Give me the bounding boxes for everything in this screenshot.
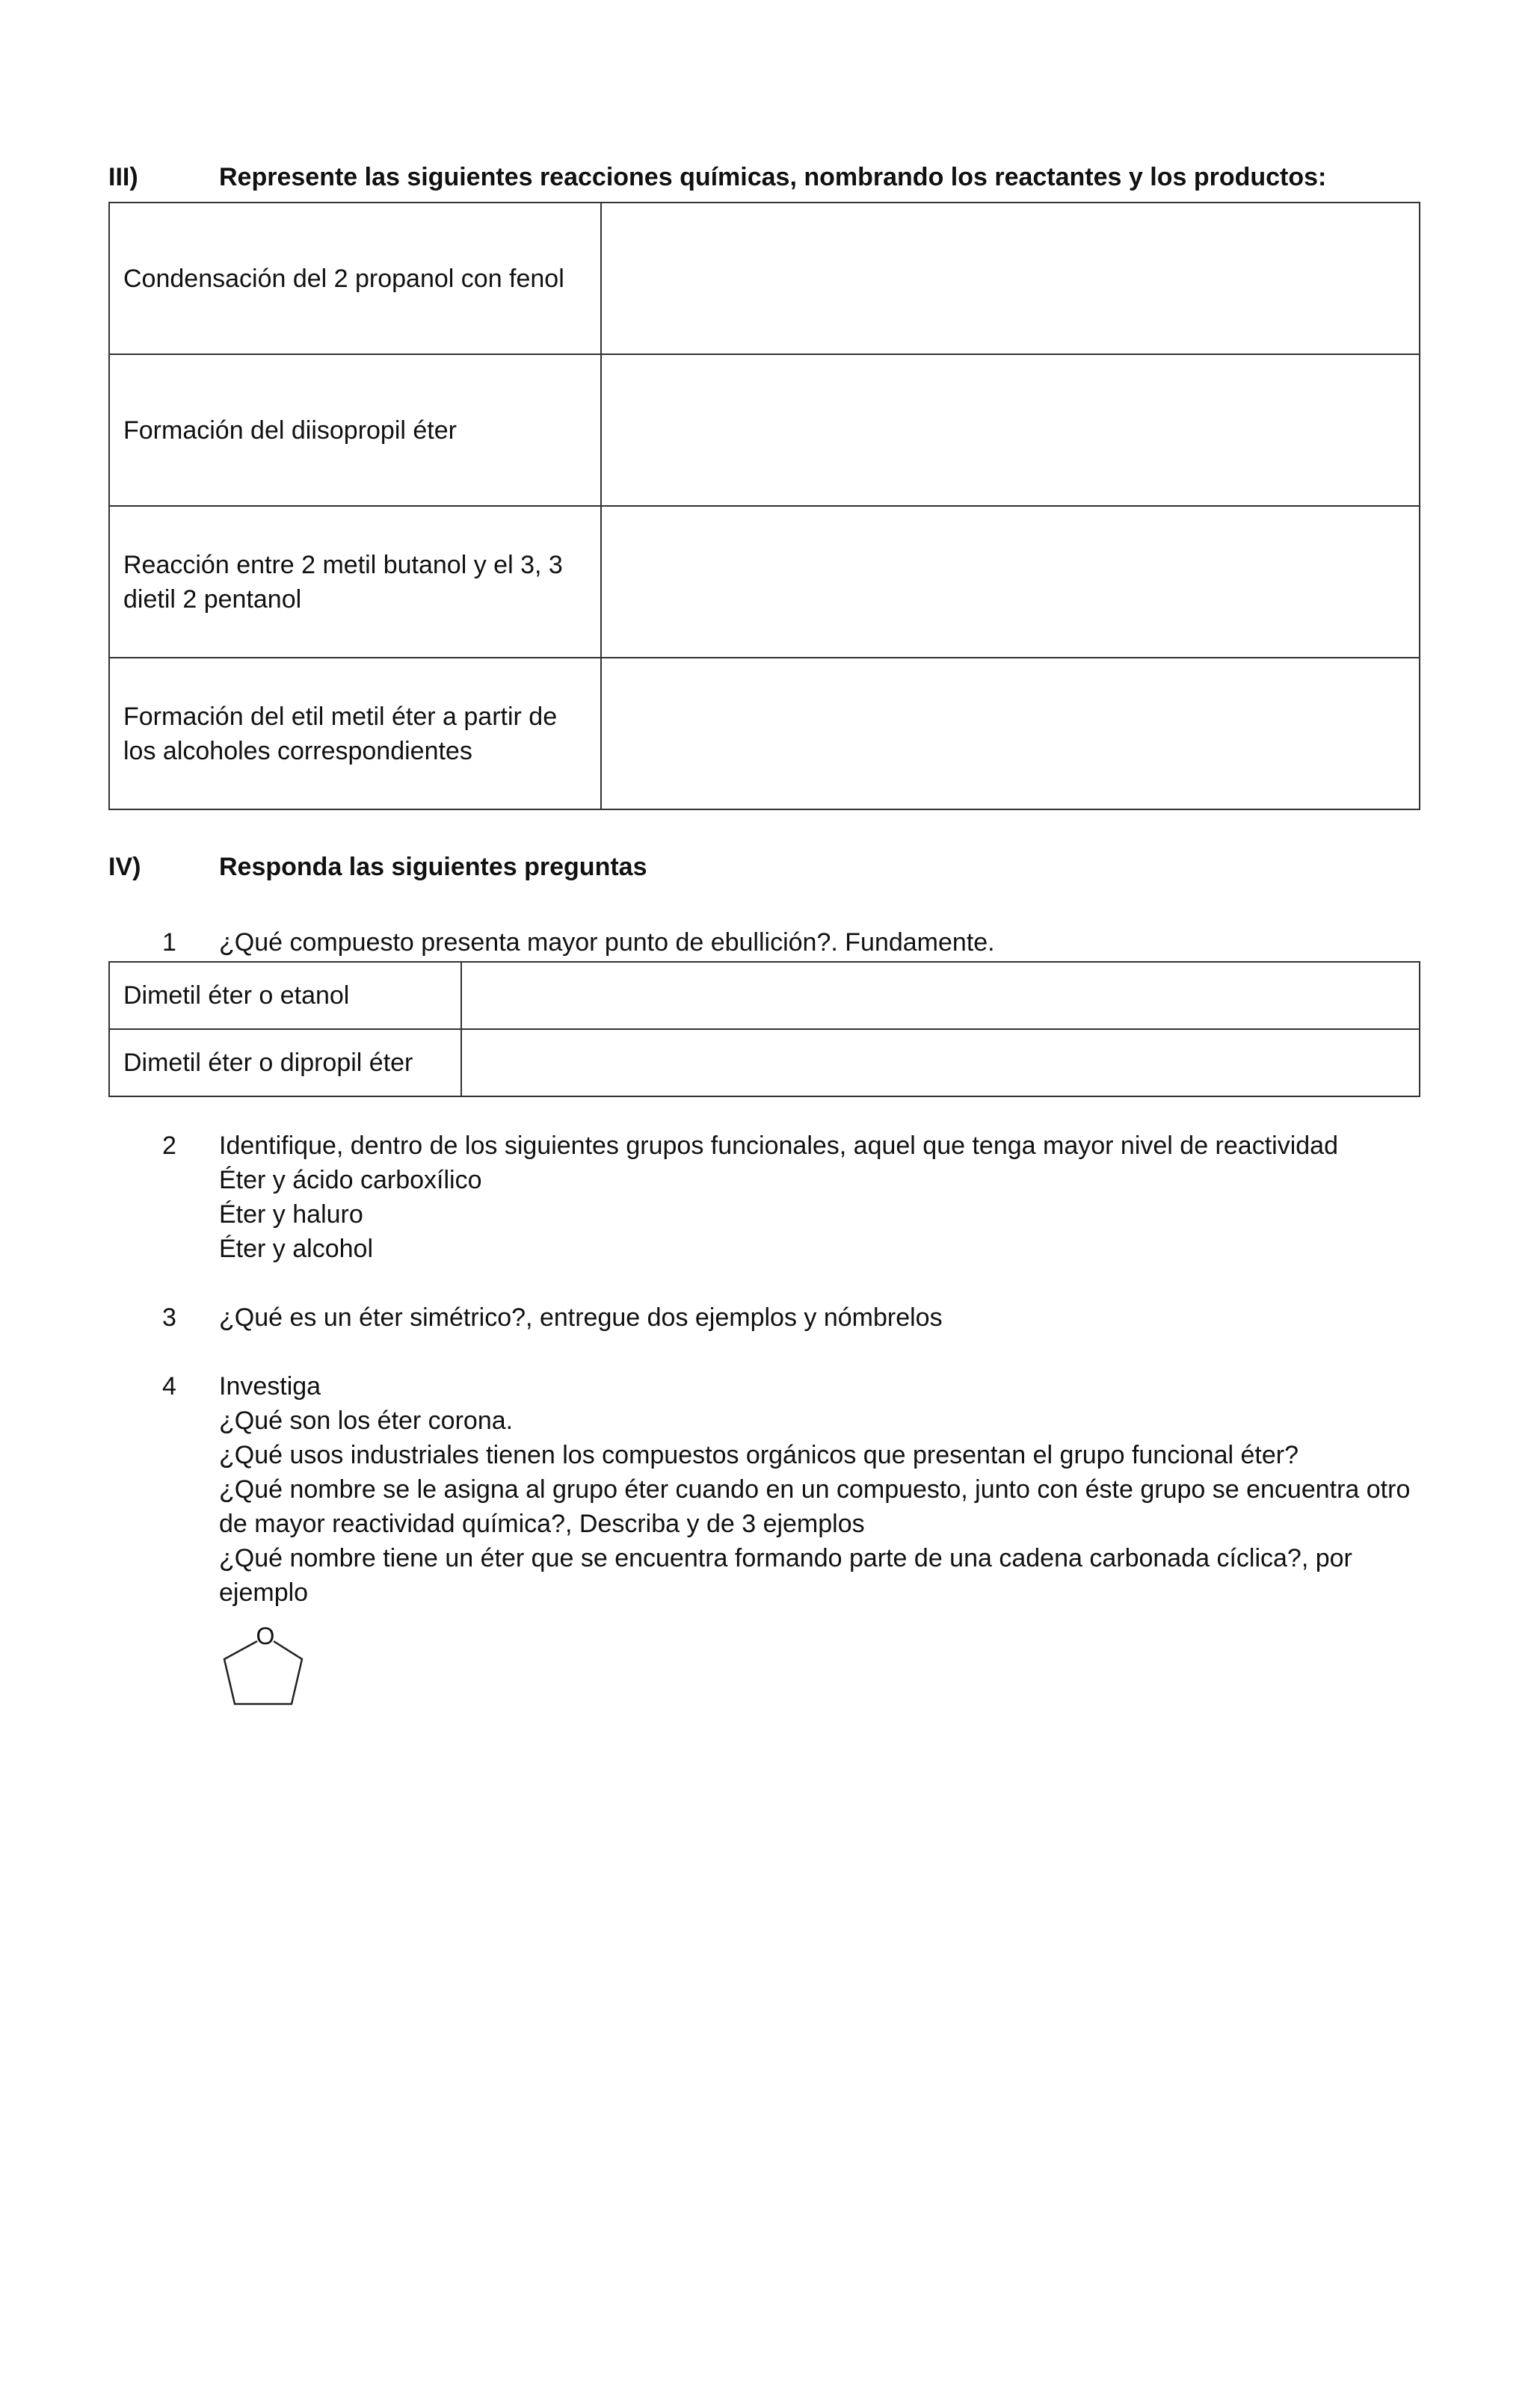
question-number: 4 bbox=[162, 1372, 176, 1401]
reaction-label: Formación del diisopropil éter bbox=[109, 354, 601, 506]
question-4 bbox=[108, 1369, 1439, 1610]
reaction-answer-cell[interactable] bbox=[601, 506, 1420, 658]
section-3-number: III) bbox=[108, 163, 138, 191]
tetrahydrofuran-structure bbox=[218, 1622, 315, 1711]
question-line: ¿Qué nombre se le asigna al grupo éter cuando en un compuesto, junto con éste grupo se encuentra otro de mayor reactividad química?, Describa y de 3 ejemplos bbox=[219, 1475, 1411, 1538]
question-line: ¿Qué son los éter corona. bbox=[219, 1407, 514, 1435]
comparison-answer-cell[interactable] bbox=[461, 1029, 1420, 1096]
comparison-label: Dimetil éter o etanol bbox=[109, 962, 461, 1029]
option-item: Éter y haluro bbox=[219, 1200, 363, 1229]
oxygen-atom-label: O bbox=[256, 1623, 275, 1649]
question-3 bbox=[108, 1300, 1439, 1335]
comparison-label: Dimetil éter o dipropil éter bbox=[109, 1029, 461, 1096]
boiling-point-table bbox=[108, 961, 1420, 1097]
question-line: ¿Qué usos industriales tienen los compuestos orgánicos que presentan el grupo funcional éter? bbox=[219, 1441, 1299, 1469]
question-number: 1 bbox=[162, 928, 176, 957]
comparison-answer-cell[interactable] bbox=[461, 962, 1420, 1029]
table-row bbox=[109, 354, 1420, 506]
question-number: 2 bbox=[162, 1132, 176, 1160]
reaction-answer-cell[interactable] bbox=[601, 658, 1420, 809]
section-4-title: Responda las siguientes preguntas bbox=[219, 853, 647, 881]
table-row bbox=[109, 203, 1420, 354]
table-row bbox=[109, 506, 1420, 658]
section-4-number: IV) bbox=[108, 853, 141, 881]
table-row bbox=[109, 658, 1420, 809]
reaction-answer-cell[interactable] bbox=[601, 203, 1420, 354]
option-item: Éter y alcohol bbox=[219, 1235, 373, 1263]
reaction-label: Reacción entre 2 metil butanol y el 3, 3 dietil 2 pentanol bbox=[109, 506, 601, 658]
question-1 bbox=[108, 925, 1439, 960]
reaction-label: Condensación del 2 propanol con fenol bbox=[109, 203, 601, 354]
reaction-answer-cell[interactable] bbox=[601, 354, 1420, 506]
table-row bbox=[109, 962, 1420, 1029]
question-number: 3 bbox=[162, 1303, 176, 1332]
question-2 bbox=[108, 1129, 1439, 1266]
question-text: Identifique, dentro de los siguientes grupos funcionales, aquel que tenga mayor nivel de reactividad bbox=[219, 1132, 1338, 1160]
table-row bbox=[109, 1029, 1420, 1096]
question-text: ¿Qué compuesto presenta mayor punto de ebullición?. Fundamente. bbox=[219, 928, 995, 957]
reactions-table bbox=[108, 202, 1420, 810]
section-3-title: Represente las siguientes reacciones químicas, nombrando los reactantes y los productos: bbox=[219, 163, 1327, 191]
ring-bonds bbox=[224, 1641, 302, 1704]
question-title: Investiga bbox=[219, 1372, 321, 1401]
question-line: ¿Qué nombre tiene un éter que se encuentra formando parte de una cadena carbonada cíclica?, por ejemplo bbox=[219, 1544, 1352, 1607]
option-item: Éter y ácido carboxílico bbox=[219, 1166, 482, 1194]
reaction-label: Formación del etil metil éter a partir de los alcoholes correspondientes bbox=[109, 658, 601, 809]
question-text: ¿Qué es un éter simétrico?, entregue dos ejemplos y nómbrelos bbox=[219, 1303, 943, 1332]
